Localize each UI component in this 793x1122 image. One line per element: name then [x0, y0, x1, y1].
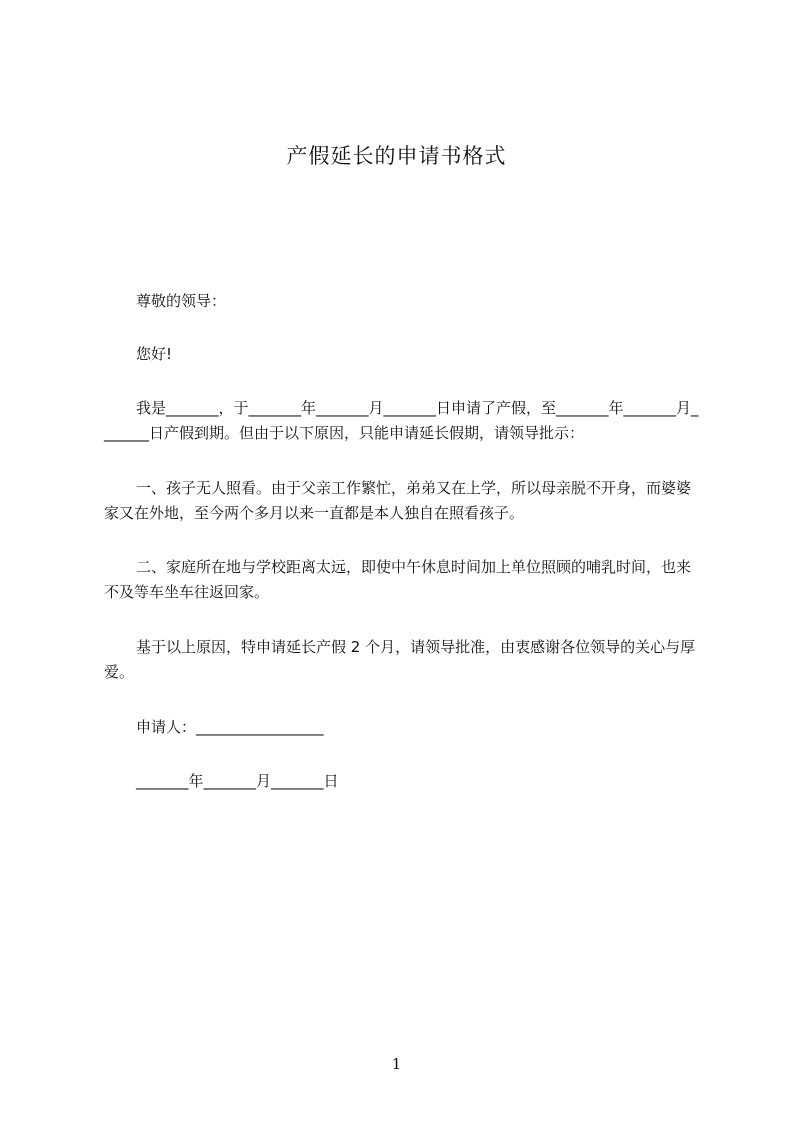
document-title: 产假延长的申请书格式 [286, 144, 507, 168]
date-line: _______年_______月_______日 [136, 772, 339, 790]
body-paragraph: 我是_______，于_______年_______月_______日申请了产假，至_______年_______月_______日产假到期。但由于以下原因，只能申请延长假期，请领导批示： [104, 399, 699, 442]
greeting: 您好! [136, 345, 173, 363]
body-paragraph: 二、家庭所在地与学校距离太远，即使中午休息时间加上单位照顾的哺乳时间，也来不及等车坐车往返回家。 [104, 558, 692, 601]
page-number: 1 [391, 1055, 402, 1073]
applicant-signature-line: 申请人：_________________ [136, 718, 324, 736]
salutation: 尊敬的领导： [136, 292, 227, 310]
body-paragraph: 一、孩子无人照看。由于父亲工作繁忙，弟弟又在上学，所以母亲脱不开身，而婆婆家又在外地，至今两个多月以来一直都是本人独自在照看孩子。 [104, 479, 692, 522]
body-paragraph: 基于以上原因，特申请延长产假 2 个月，请领导批准，由衷感谢各位领导的关心与厚爱。 [104, 638, 696, 681]
